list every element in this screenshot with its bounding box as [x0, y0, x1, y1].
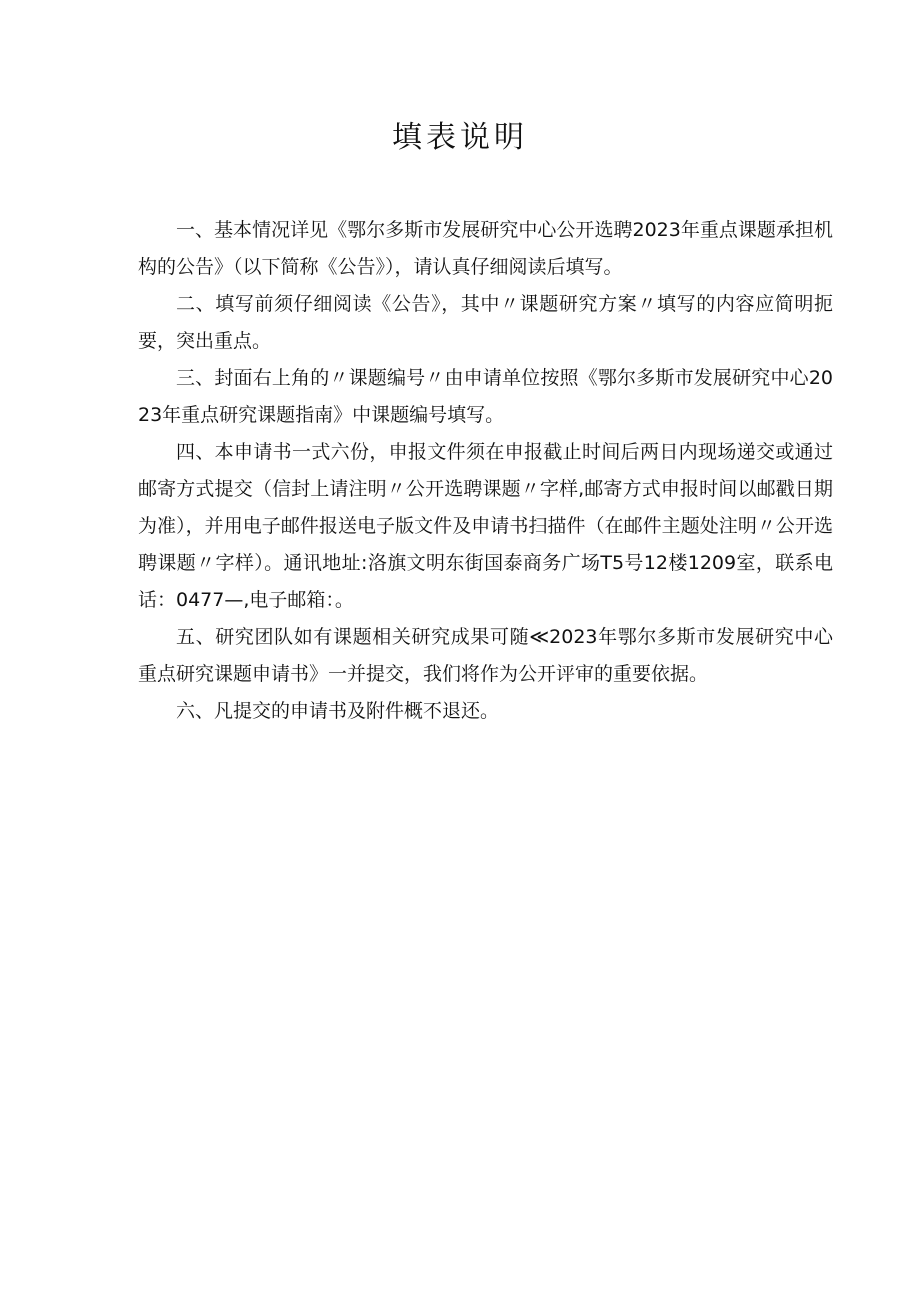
instruction-paragraph-4: 四、本申请书一式六份，申报文件须在申报截止时间后两日内现场递交或通过邮寄方式提交（信封上请注明〃公开选聘课题〃字样,邮寄方式申报时间以邮戳日期为准），并用电子邮件报送电子版文件及申请书扫描件（在邮件主题处注明〃公开选聘课题〃字样）。通讯地址:洛旗文明东街国泰商务广场T5号12楼1209室，联系电话：0477—,电子邮箱：。 — [138, 441, 833, 611]
document-title: 填表说明 — [392, 120, 528, 155]
instruction-paragraph-1: 一、基本情况详见《鄂尔多斯市发展研究中心公开选聘2023年重点课题承担机构的公告》（以下简称《公告》），请认真仔细阅读后填写。 — [138, 219, 833, 278]
instruction-paragraph-2: 二、填写前须仔细阅读《公告》，其中〃课题研究方案〃填写的内容应简明扼要，突出重点。 — [138, 293, 833, 352]
instruction-paragraph-6: 六、凡提交的申请书及附件概不退还。 — [176, 700, 500, 722]
instruction-paragraph-5: 五、研究团队如有课题相关研究成果可随≪2023年鄂尔多斯市发展研究中心重点研究课题申请书》一并提交，我们将作为公开评审的重要依据。 — [138, 626, 833, 685]
instruction-paragraph-3: 三、封面右上角的〃课题编号〃由申请单位按照《鄂尔多斯市发展研究中心2023年重点研究课题指南》中课题编号填写。 — [138, 367, 833, 426]
instructions-body — [138, 212, 833, 730]
